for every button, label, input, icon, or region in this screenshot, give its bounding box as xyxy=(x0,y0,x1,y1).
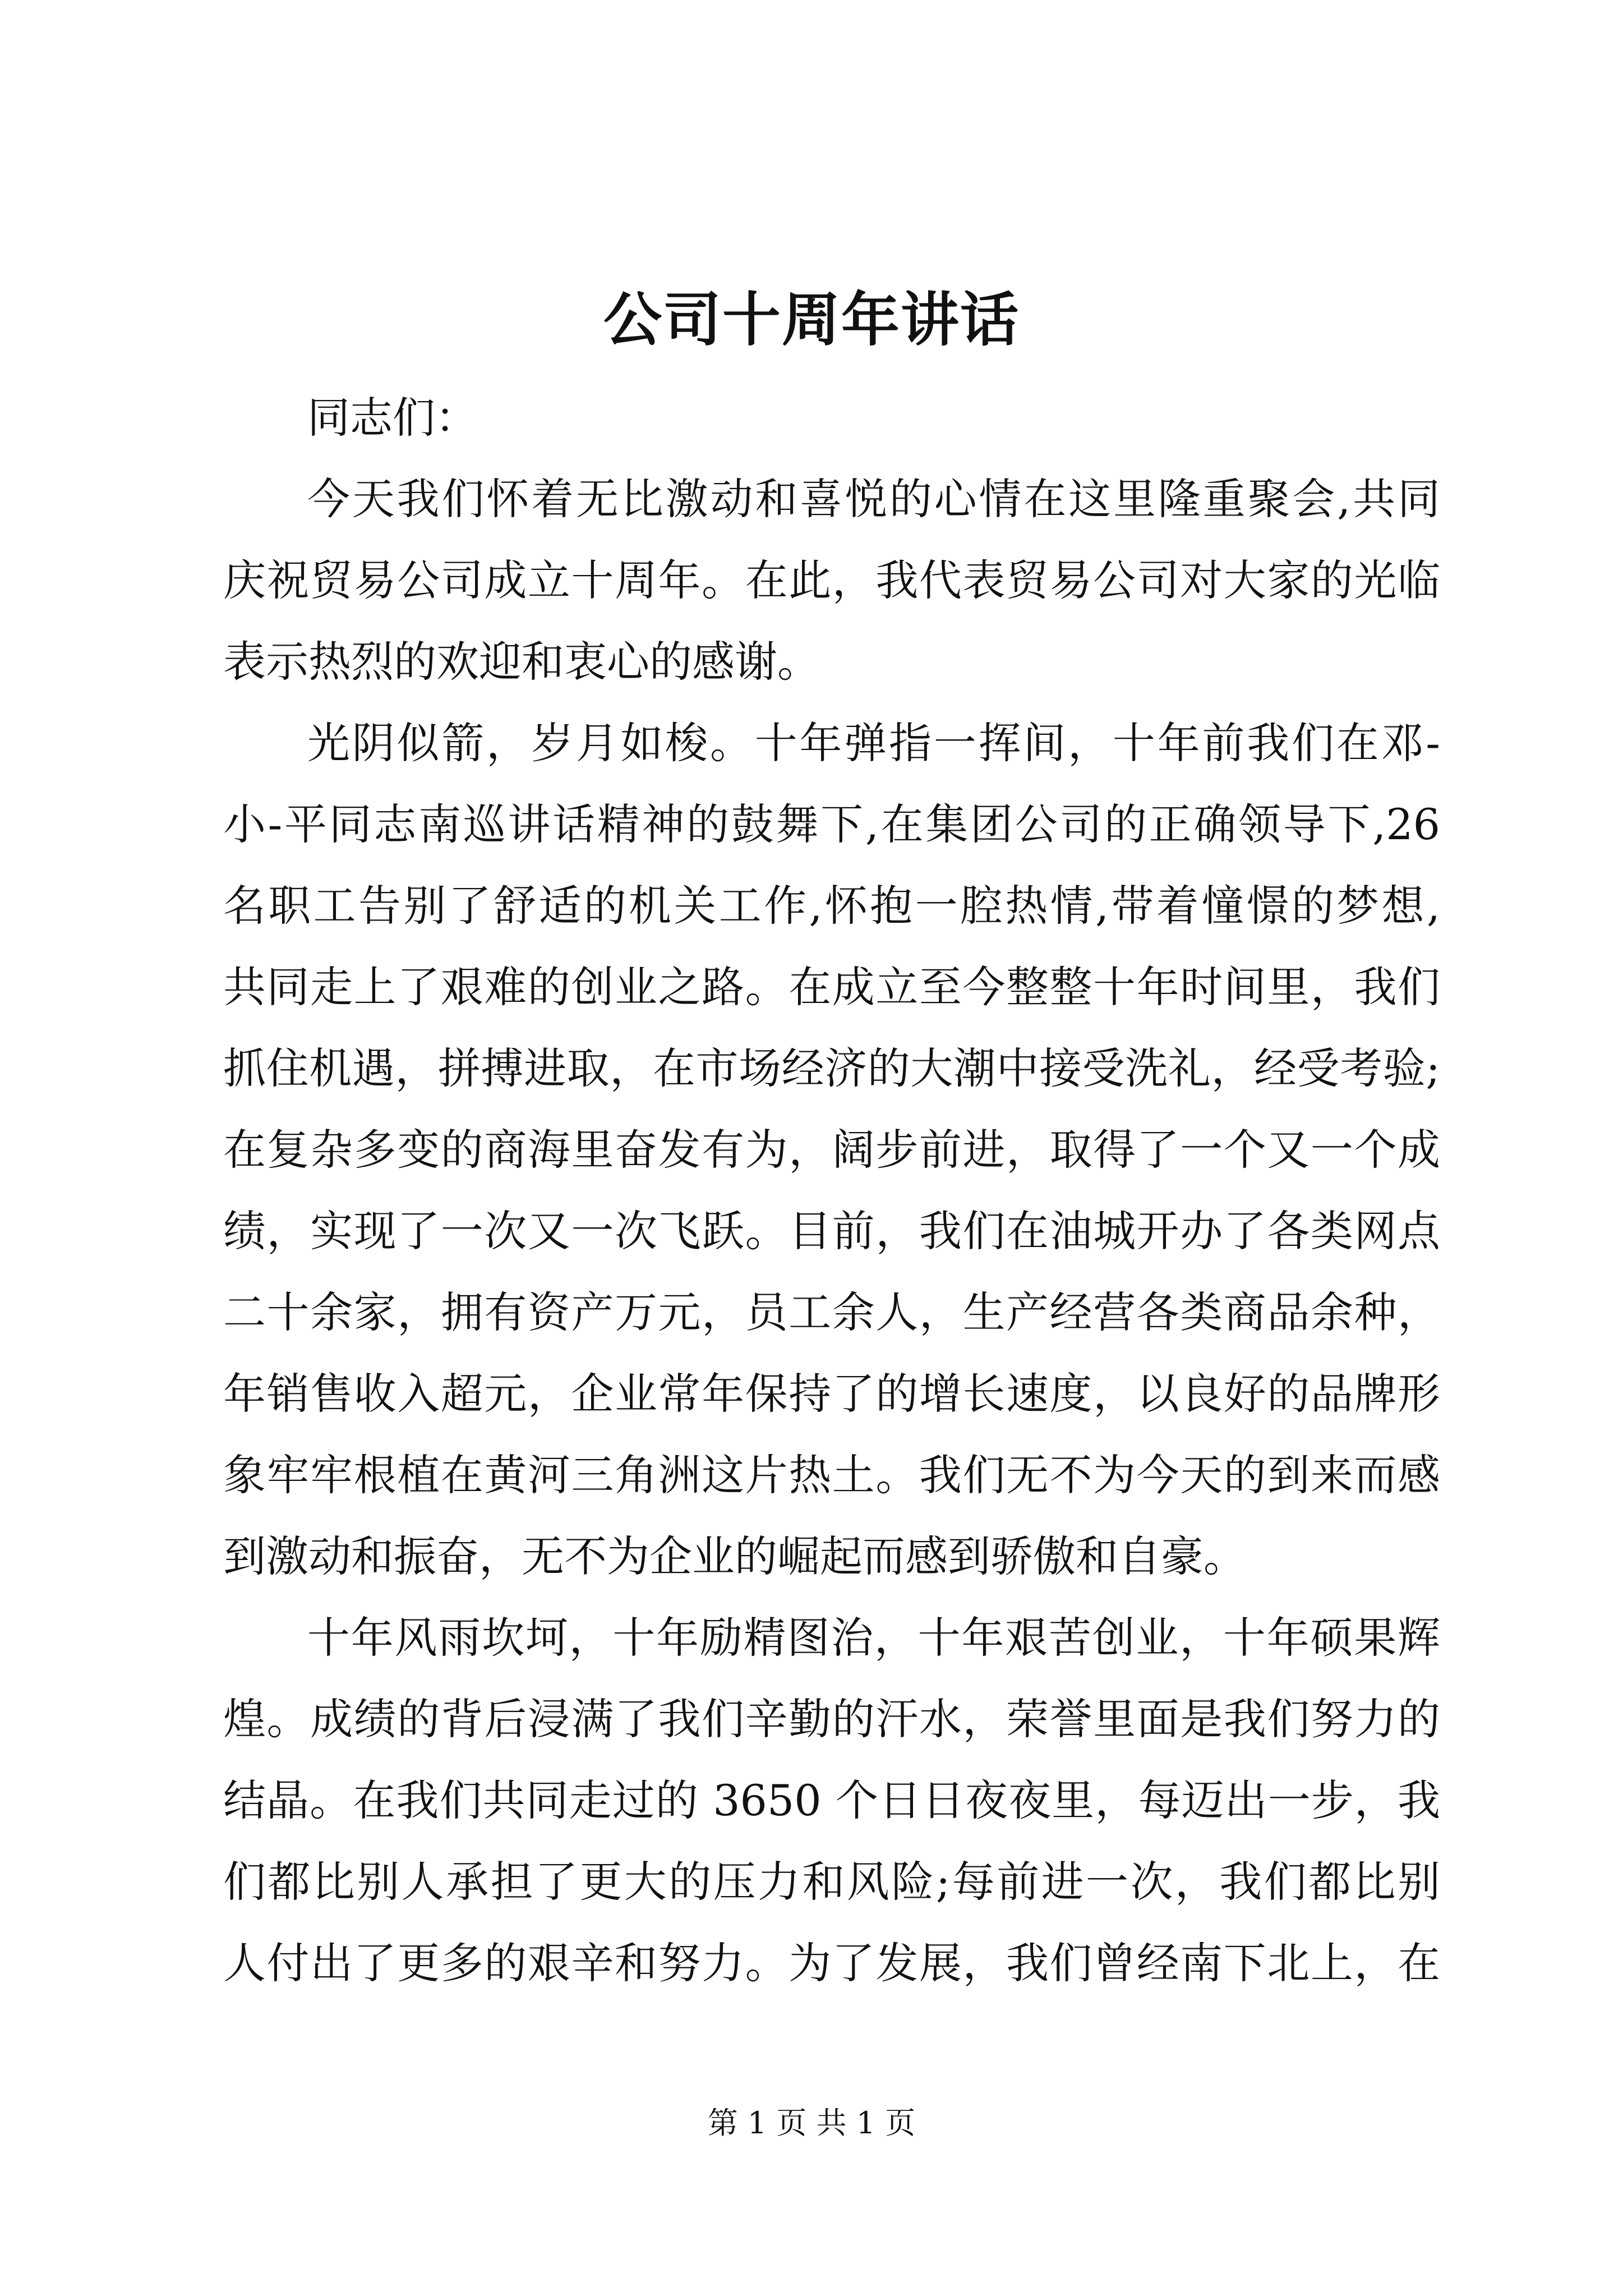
paragraph-line: 名职工告别了舒适的机关工作,怀抱一腔热情,带着憧憬的梦想, xyxy=(223,881,1440,931)
paragraph-line: 到激动和振奋，无不为企业的崛起而感到骄傲和自豪。 xyxy=(223,1531,1246,1581)
paragraph-line: 人付出了更多的艰辛和努力。为了发展，我们曾经南下北上，在 xyxy=(223,1938,1440,1988)
paragraph-line: 结晶。在我们共同走过的 3650 个日日夜夜里，每迈出一步，我 xyxy=(223,1775,1440,1825)
paragraph-line: 表示热烈的欢迎和衷心的感谢。 xyxy=(223,637,820,687)
paragraph-line: 光阴似箭，岁月如梭。十年弹指一挥间，十年前我们在邓- xyxy=(307,718,1440,768)
paragraph-line: 抓住机遇，拼搏进取，在市场经济的大潮中接受洗礼，经受考验; xyxy=(223,1043,1440,1093)
salutation-line: 同志们： xyxy=(307,393,478,443)
document-title: 公司十周年讲话 xyxy=(603,285,1020,354)
paragraph-line: 十年风雨坎坷，十年励精图治，十年艰苦创业，十年硕果辉 xyxy=(307,1613,1440,1663)
paragraph-line: 共同走上了艰难的创业之路。在成立至今整整十年时间里，我们 xyxy=(223,962,1440,1012)
paragraph-line: 们都比别人承担了更大的压力和风险;每前进一次，我们都比别 xyxy=(223,1857,1440,1907)
paragraph-line: 象牢牢根植在黄河三角洲这片热土。我们无不为今天的到来而感 xyxy=(223,1450,1440,1500)
paragraph-line: 煌。成绩的背后浸满了我们辛勤的汗水，荣誉里面是我们努力的 xyxy=(223,1694,1440,1744)
paragraph-line: 今天我们怀着无比激动和喜悦的心情在这里隆重聚会,共同 xyxy=(307,474,1440,524)
paragraph-line: 二十余家，拥有资产万元，员工余人，生产经营各类商品余种， xyxy=(223,1287,1440,1337)
paragraph-line: 庆祝贸易公司成立十周年。在此，我代表贸易公司对大家的光临 xyxy=(223,555,1440,605)
paragraph-line: 绩，实现了一次又一次飞跃。目前，我们在油城开办了各类网点 xyxy=(223,1206,1440,1256)
paragraph-line: 年销售收入超元，企业常年保持了的增长速度，以良好的品牌形 xyxy=(223,1369,1440,1419)
paragraph-line: 小-平同志南巡讲话精神的鼓舞下,在集团公司的正确领导下,26 xyxy=(223,799,1440,849)
page-footer: 第 1 页 共 1 页 xyxy=(707,2105,916,2141)
paragraph-line: 在复杂多变的商海里奋发有为，阔步前进，取得了一个又一个成 xyxy=(223,1125,1440,1175)
